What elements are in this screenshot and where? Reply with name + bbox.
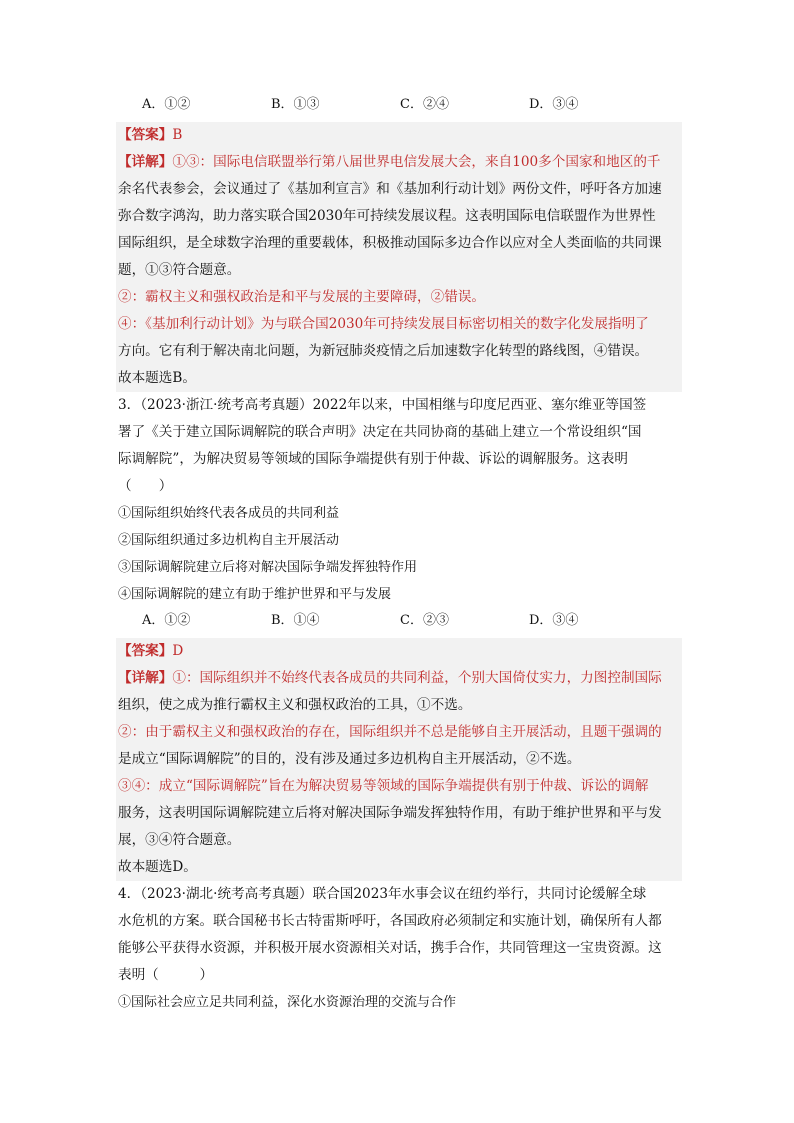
q2-option-a: A．①②	[142, 97, 191, 112]
q3-note-34: 展，③④符合题意。	[118, 832, 241, 848]
q3-stem-line: 际调解院”，为解决贸易等领域的国际争端提供有别于仲裁、诉讼的调解服务。这表明	[118, 451, 628, 467]
q4-stem-line: 4．（2023·湖北·统考高考真题）联合国2023年水事会议在纽约举行，共同讨论缓解全球	[118, 886, 647, 902]
q2-answer-block	[116, 122, 682, 392]
q3-option-a: A．①②	[142, 613, 191, 628]
q3-note-34: ③④：成立“国际调解院”旨在为解决贸易等领域的国际争端提供有别于仲裁、诉讼的调解	[118, 778, 649, 794]
answer-value: B	[172, 127, 183, 143]
q3-stem	[118, 392, 678, 500]
q3-option-d: D．③④	[529, 613, 579, 628]
document-content	[118, 96, 678, 1016]
answer-label: 【答案】	[118, 643, 173, 659]
q4-stem	[118, 881, 678, 989]
q4-stem-line: 能够公平获得水资源，并积极开展水资源相关对话，携手合作，共同管理这一宝贵资源。这	[118, 940, 662, 956]
q3-item: ③国际调解院建立后将对解决国际争端发挥独特作用	[118, 560, 418, 575]
q3-item: ②国际组织通过多边机构自主开展活动	[118, 533, 340, 548]
q2-note-4: 方向。它有利于解决南北问题，为新冠肺炎疫情之后加速数字化转型的路线图，④错误。	[118, 343, 649, 359]
q3-note-2: 是成立“国际调解院”的目的，没有涉及通过多边机构自主开展活动，②不选。	[118, 751, 581, 767]
q3-items	[118, 500, 678, 608]
q2-note-2: ②：霸权主义和强权政治是和平与发展的主要障碍，②错误。	[118, 289, 486, 305]
q3-option-b: B．①④	[271, 613, 320, 628]
q2-detail-line: 弥合数字鸿沟，助力落实联合国2030年可持续发展议程。这表明国际电信联盟作为世界性	[118, 208, 656, 224]
q2-option-b: B．①③	[271, 97, 320, 112]
detail-label: 【详解】	[118, 154, 173, 170]
q3-item: ①国际组织始终代表各成员的共同利益	[118, 506, 340, 521]
q2-options	[118, 96, 678, 114]
q2-conclusion: 故本题选B。	[118, 370, 196, 386]
q3-detail-line: 【详解】①：国际组织并不始终代表各成员的共同利益，个别大国倚仗实力，力图控制国际	[118, 670, 662, 686]
q3-stem-line: 3．（2023·浙江·统考高考真题）2022年以来，中国相继与印度尼西亚、塞尔维亚等国签	[118, 397, 647, 413]
q2-answer	[118, 122, 678, 149]
q3-answer-block	[116, 638, 682, 881]
q2-option-d: D．③④	[529, 97, 579, 112]
q3-note-34: 服务，这表明国际调解院建立后将对解决国际争端发挥独特作用，有助于维护世界和平与发	[118, 805, 662, 821]
answer-value: D	[172, 643, 184, 659]
q4-items	[118, 989, 678, 1016]
q2-detail-line: 国际组织，是全球数字治理的重要载体，积极推动国际多边合作以应对全人类面临的共同课	[118, 235, 662, 251]
q2-detail-line: 题，①③符合题意。	[118, 262, 241, 278]
q2-detail-line: 余名代表参会，会议通过了《基加利宣言》和《基加利行动计划》两份文件，呼吁各方加速	[118, 181, 662, 197]
q2-note-4: ④：《基加利行动计划》为与联合国2030年可持续发展目标密切相关的数字化发展指明了	[118, 316, 649, 332]
q3-option-c: C．②③	[400, 613, 449, 628]
q3-note-2: ②：由于霸权主义和强权政治的存在，国际组织并不总是能够自主开展活动，且题干强调的	[118, 724, 662, 740]
q3-item: ④国际调解院的建立有助于维护世界和平与发展	[118, 587, 392, 602]
q3-options	[118, 612, 678, 630]
q3-answer	[118, 638, 678, 665]
q4-stem-line: 水危机的方案。联合国秘书长古特雷斯呼吁，各国政府必须制定和实施计划，确保所有人都	[118, 913, 662, 929]
q4-item: ①国际社会应立足共同利益，深化水资源治理的交流与合作	[118, 995, 457, 1010]
q2-option-c: C．②④	[400, 97, 449, 112]
q2-detail-line: 【详解】①③：国际电信联盟举行第八届世界电信发展大会，来自100多个国家和地区的千	[118, 154, 661, 170]
detail-label: 【详解】	[118, 670, 173, 686]
answer-label: 【答案】	[118, 127, 173, 143]
q4-stem-line: 表明（ ）	[118, 967, 214, 983]
q3-stem-line: （ ）	[118, 478, 173, 494]
q3-detail-line: 组织，使之成为推行霸权主义和强权政治的工具，①不选。	[118, 697, 472, 713]
q3-conclusion: 故本题选D。	[118, 859, 197, 875]
q3-stem-line: 署了《关于建立国际调解院的联合声明》决定在共同协商的基础上建立一个常设组织“国	[118, 424, 642, 440]
